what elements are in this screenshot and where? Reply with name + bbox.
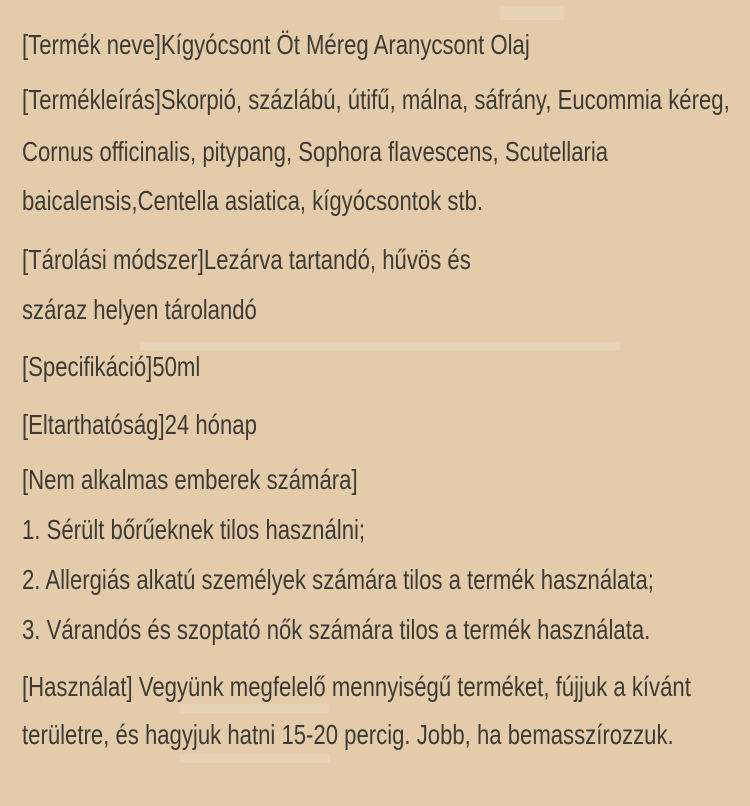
usage-line-2: területre, és hagyjuk hatni 15-20 percig. Jobb, ha bemasszírozzuk.	[22, 719, 674, 750]
warning-heading-line: [Nem alkalmas emberek számára]	[22, 464, 358, 495]
warning-item-2: 2. Allergiás alkatú személyek számára tilos a termék használata;	[22, 564, 654, 595]
erased-text-artifact	[180, 704, 330, 713]
description-line-2: Cornus officinalis, pitypang, Sophora flavescens, Scutellaria	[22, 136, 609, 167]
description-line-3: baicalensis,Centella asiatica, kígyócsontok stb.	[22, 185, 484, 216]
warning-item-1: 1. Sérült bőrűeknek tilos használni;	[22, 514, 366, 545]
storage-line-2: száraz helyen tárolandó	[22, 294, 257, 325]
erased-text-artifact	[180, 754, 330, 763]
product-name-line: [Termék neve]Kígyócsont Öt Méreg Aranycsont Olaj	[22, 29, 530, 60]
erased-text-artifact	[140, 342, 620, 351]
warning-item-3: 3. Várandós és szoptató nők számára tilos a termék használata.	[22, 614, 651, 645]
storage-line-1: [Tárolási módszer]Lezárva tartandó, hűvös és	[22, 244, 471, 275]
usage-line-1: [Használat] Vegyünk megfelelő mennyiségű terméket, fújjuk a kívánt	[22, 671, 691, 702]
shelf-life-line: [Eltarthatóság]24 hónap	[22, 409, 257, 440]
description-line-1: [Termékleírás]Skorpió, százlábú, útifű, málna, sáfrány, Eucommia kéreg,	[22, 84, 730, 115]
specification-line: [Specifikáció]50ml	[22, 351, 201, 382]
erased-text-artifact	[500, 6, 564, 20]
